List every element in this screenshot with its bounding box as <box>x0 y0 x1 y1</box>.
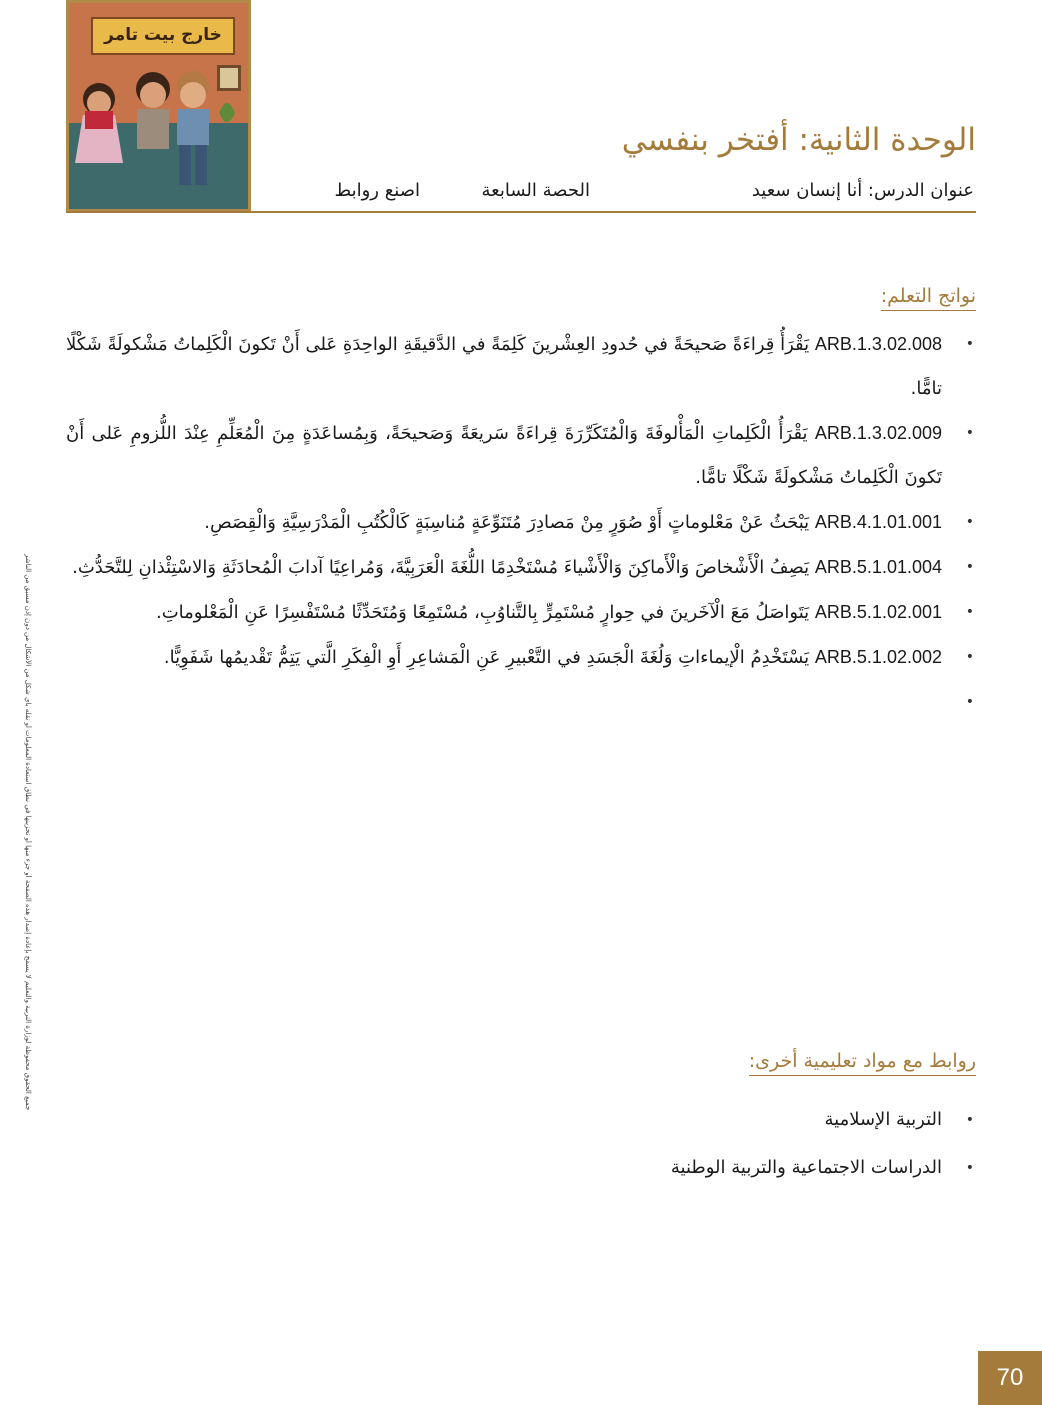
header-divider <box>66 211 976 213</box>
outcomes-heading <box>881 285 976 307</box>
outcome-text: يَسْتَخْدِمُ الْإيماءاتِ وَلُغَةَ الْجَسَدِ في التَّعْبيرِ عَنِ الْمَشاعِرِ أَوِ الْفِكَرِ الَّتي يَتِمُّ تَقْديمُها شَفَوِيًّا. <box>163 647 810 668</box>
outcome-text: يَتَواصَلُ مَعَ الْآخَرينَ في حِوارٍ مُسْتَمِرٍّ بِالتَّناوُبِ، مُسْتَمِعًا وَمُتَحَدِّثًا مُسْتَفْسِرًا عَنِ الْمَعْلوماتِ. <box>156 602 810 623</box>
lesson-title: عنوان الدرس: أنا إنسان سعيد <box>751 180 974 201</box>
outcome-item <box>66 545 974 590</box>
links-list <box>671 1096 974 1192</box>
copyright-note: جميع الحقوق محفوظة لوزارة التربية والتعليم لا يسمح بإعادة إصدار هذه الصفحة أو جزء منها أو تخزينها في نطاق استعادة المعلومات أو نقله بأي شكل من الأشكال من دون إذن مسبق من الناشر <box>24 553 32 1110</box>
outcome-item <box>66 322 974 411</box>
link-item: • الدراسات الاجتماعية والتربية الوطنية <box>671 1144 974 1192</box>
outcome-code: ARB.4.1.01.001 <box>814 512 942 532</box>
links-heading-text: روابط مع مواد تعليمية أخرى: <box>748 1050 976 1072</box>
outcome-text: يَصِفُ الْأَشْخاصَ وَالْأَماكِنَ وَالْأَشْياءَ مُسْتَخْدِمًا اللُّغَةَ الْعَرَبِيَّةَ، وَمُراعِيًا آدابَ الْمُحادَثَةِ وَالاسْتِئْذانِ لِلتَّحَدُّثِ. <box>72 557 810 578</box>
outcome-item <box>66 590 974 635</box>
link-item: • التربية الإسلامية <box>671 1096 974 1144</box>
outcome-text: يَقْرَأُ الْكَلِماتِ الْمَأْلوفَةَ وَالْمُتَكَرِّرَةَ قِراءَةً سَريعَةً وَصَحيحَةً، وَبِمُساعَدَةٍ مِنَ الْمُعَلِّمِ عِنْدَ اللُّزومِ عَلى أَنْ تَكونَ الْكَلِماتُ مَشْكولَةً شَكْلًا تامًّا. <box>66 423 942 488</box>
outcome-code: ARB.5.1.02.001 <box>814 602 942 622</box>
lesson-period: الحصة السابعة <box>481 180 590 201</box>
outcomes-heading-text: نواتج التعلم: <box>880 285 976 307</box>
lesson-activity: اصنع روابط <box>334 180 420 201</box>
outcomes-list <box>66 322 974 680</box>
outcome-text: يَقْرَأُ قِراءَةً صَحيحَةً في حُدودِ العِشْرينَ كَلِمَةً في الدَّقيقَةِ الواحِدَةِ عَلى أَنْ تَكونَ الْكَلِماتُ مَشْكولَةً شَكْلًا تامًّا. <box>66 334 942 399</box>
outcome-item <box>66 411 974 500</box>
unit-title: الوحدة الثانية: أفتخر بنفسي <box>621 122 976 158</box>
book-cover-image <box>66 0 251 212</box>
outcome-text: يَبْحَثُ عَنْ مَعْلوماتٍ أَوْ صُوَرٍ مِنْ مَصادِرَ مُتَنَوِّعَةٍ مُناسِبَةٍ كَالْكُتُبِ الْمَدْرَسِيَّةِ وَالْقِصَصِ. <box>204 512 810 533</box>
cover-title-sign: خارج بيت تامر <box>91 17 235 55</box>
outcome-code: ARB.5.1.01.004 <box>814 557 942 577</box>
links-heading-underline <box>749 1075 976 1076</box>
outcome-code: ARB.1.3.02.009 <box>814 423 942 443</box>
outcome-code: ARB.5.1.02.002 <box>814 647 942 667</box>
outcome-item <box>66 635 974 680</box>
page-number: 70 <box>978 1351 1042 1405</box>
outcome-item <box>66 500 974 545</box>
outcome-code: ARB.1.3.02.008 <box>814 334 942 354</box>
links-heading <box>749 1050 976 1072</box>
outcomes-heading-underline <box>881 310 976 311</box>
